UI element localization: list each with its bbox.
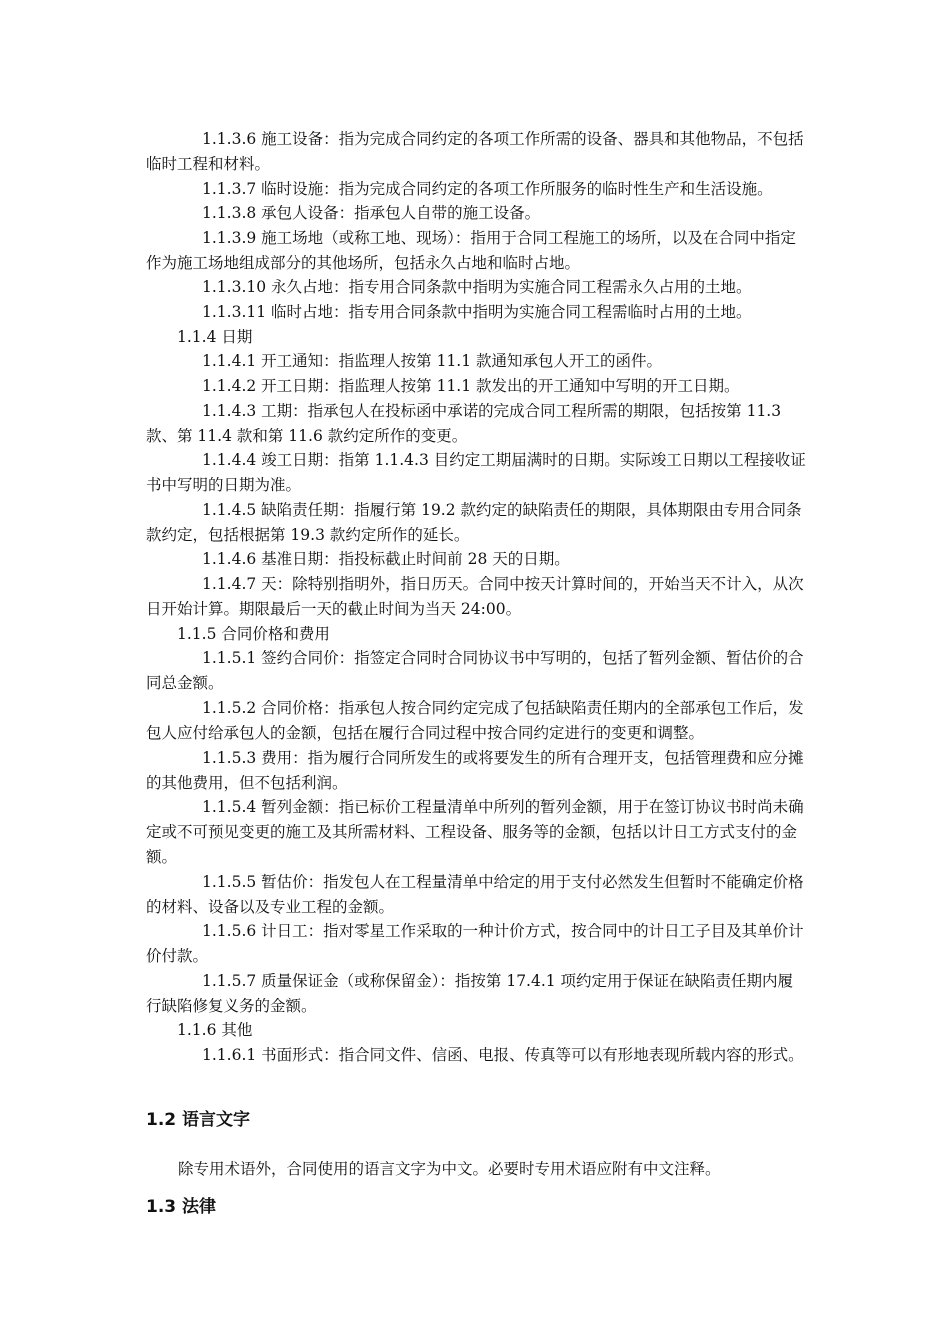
section-1-2-body: 除专用术语外，合同使用的语言文字为中文。必要时专用术语应附有中文注释。 — [178, 1160, 721, 1178]
clause-1-1-4-5: 1.1.4.5 缺陷责任期：指履行第 19.2 款约定的缺陷责任的期限，具体期限由专用合同条款约定，包括根据第 19.3 款约定所作的延长。 — [146, 501, 802, 544]
subsection-1-1-6-heading: 1.1.6 其他 — [177, 1021, 253, 1039]
clause-1-1-3-6: 1.1.3.6 施工设备：指为完成合同约定的各项工作所需的设备、器具和其他物品，不包括临时工程和材料。 — [146, 130, 804, 173]
clause-1-1-4-7: 1.1.4.7 天：除特别指明外，指日历天。合同中按天计算时间的，开始当天不计入，从次日开始计算。期限最后一天的截止时间为当天 24:00。 — [146, 575, 804, 618]
clause-1-1-3-9: 1.1.3.9 施工场地（或称工地、现场）：指用于合同工程施工的场所，以及在合同中指定作为施工场地组成部分的其他场所，包括永久占地和临时占地。 — [146, 229, 796, 272]
clause-1-1-3-10: 1.1.3.10 永久占地：指专用合同条款中指明为实施合同工程需永久占用的土地。 — [202, 278, 752, 296]
clause-1-1-4-1: 1.1.4.1 开工通知：指监理人按第 11.1 款通知承包人开工的函件。 — [202, 352, 663, 370]
clause-1-1-5-4: 1.1.5.4 暂列金额：指已标价工程量清单中所列的暂列金额，用于在签订协议书时尚未确定或不可预见变更的施工及其所需材料、工程设备、服务等的金额，包括以计日工方式支付的金额。 — [146, 798, 804, 866]
clause-1-1-5-1: 1.1.5.1 签约合同价：指签定合同时合同协议书中写明的，包括了暂列金额、暂估价的合同总金额。 — [146, 649, 804, 692]
clause-1-1-6-1: 1.1.6.1 书面形式：指合同文件、信函、电报、传真等可以有形地表现所载内容的形式。 — [202, 1046, 804, 1064]
clause-1-1-4-3: 1.1.4.3 工期：指承包人在投标函中承诺的完成合同工程所需的期限，包括按第 11.3 款、第 11.4 款和第 11.6 款约定所作的变更。 — [146, 402, 782, 445]
clause-1-1-5-7: 1.1.5.7 质量保证金（或称保留金）：指按第 17.4.1 项约定用于保证在缺陷责任期内履行缺陷修复义务的金额。 — [146, 972, 794, 1015]
clause-1-1-3-11: 1.1.3.11 临时占地：指专用合同条款中指明为实施合同工程需临时占用的土地。 — [202, 303, 752, 321]
subsection-1-1-5-heading: 1.1.5 合同价格和费用 — [177, 625, 330, 643]
clause-1-1-3-8: 1.1.3.8 承包人设备：指承包人自带的施工设备。 — [202, 204, 541, 222]
clause-1-1-5-5: 1.1.5.5 暂估价：指发包人在工程量清单中给定的用于支付必然发生但暂时不能确定价格的材料、设备以及专业工程的金额。 — [146, 873, 804, 916]
clause-1-1-4-6: 1.1.4.6 基准日期：指投标截止时间前 28 天的日期。 — [202, 550, 570, 568]
clause-1-1-3-7: 1.1.3.7 临时设施：指为完成合同约定的各项工作所服务的临时性生产和生活设施。 — [202, 180, 773, 198]
clause-1-1-4-4: 1.1.4.4 竣工日期：指第 1.1.4.3 目约定工期届满时的日期。实际竣工日期以工程接收证书中写明的日期为准。 — [146, 451, 806, 494]
clause-1-1-4-2: 1.1.4.2 开工日期：指监理人按第 11.1 款发出的开工通知中写明的开工日期。 — [202, 377, 740, 395]
clause-1-1-5-6: 1.1.5.6 计日工：指对零星工作采取的一种计价方式，按合同中的计日工子目及其单价计价付款。 — [146, 922, 804, 965]
clause-1-1-5-3: 1.1.5.3 费用：指为履行合同所发生的或将要发生的所有合理开支，包括管理费和应分摊的其他费用，但不包括利润。 — [146, 749, 804, 792]
subsection-1-1-4-heading: 1.1.4 日期 — [177, 328, 253, 346]
section-1-3-heading: 1.3 法律 — [146, 1197, 217, 1217]
section-1-2-heading: 1.2 语言文字 — [146, 1110, 251, 1130]
clause-1-1-5-2: 1.1.5.2 合同价格：指承包人按合同约定完成了包括缺陷责任期内的全部承包工作后，发包人应付给承包人的金额，包括在履行合同过程中按合同约定进行的变更和调整。 — [146, 699, 804, 742]
